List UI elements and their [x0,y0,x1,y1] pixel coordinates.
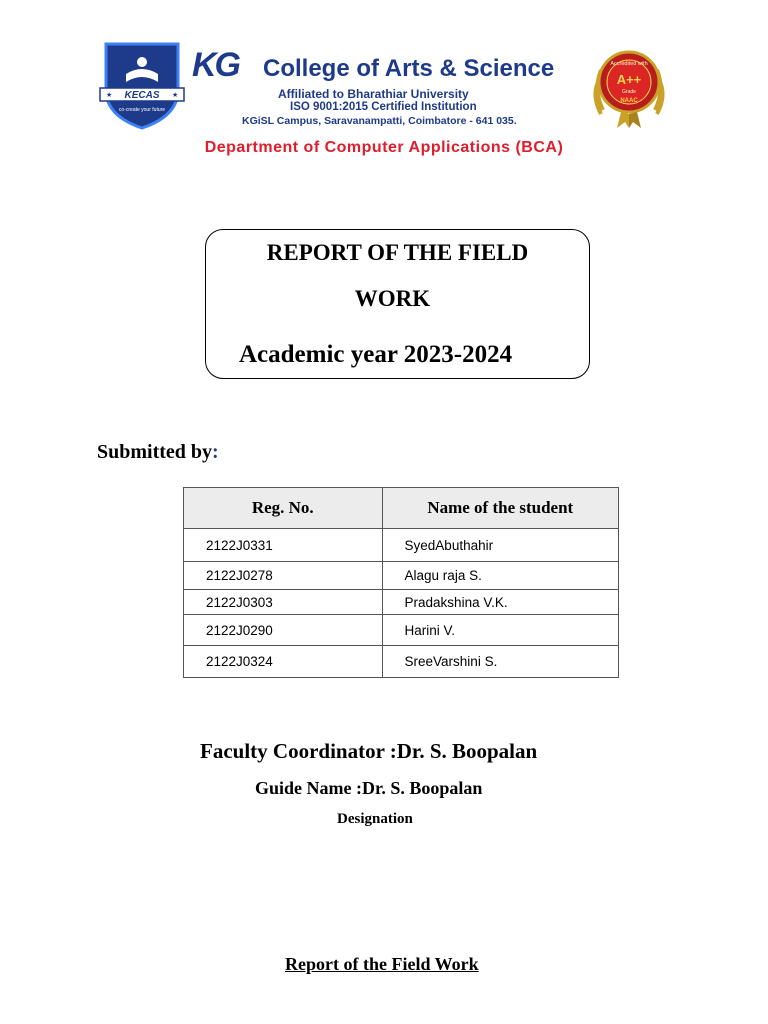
student-name-cell: SreeVarshini S. [382,646,618,678]
faculty-coordinator: Faculty Coordinator :Dr. S. Boopalan [200,739,538,763]
svg-text:KECAS: KECAS [124,90,160,101]
svg-text:Accredited with: Accredited with [610,61,648,67]
svg-text:co-create your future: co-create your future [118,107,166,113]
student-name-cell: SyedAbuthahir [382,529,618,562]
designation: Designation [337,811,413,827]
svg-text:★: ★ [106,91,113,99]
reg-no-cell: 2122J0331 [184,529,383,562]
submitted-by-colon: : [212,441,219,463]
svg-text:A++: A++ [616,72,642,87]
academic-year: Academic year 2023-2024 [239,341,513,368]
kg-mark: KG [192,46,239,84]
svg-text:Grade: Grade [622,89,636,95]
naac-badge [587,40,671,130]
svg-text:NAAC: NAAC [620,98,638,104]
table-row [184,562,619,590]
guide-name: Guide Name :Dr. S. Boopalan [255,778,483,798]
table-header-row [184,488,619,529]
report-title-line1: REPORT OF THE FIELD [266,240,529,265]
svg-text:★: ★ [172,91,179,99]
reg-no-cell: 2122J0290 [184,615,383,646]
header-reg-no: Reg. No. [184,488,383,529]
student-name-cell: Pradakshina V.K. [382,590,618,615]
campus-address: KGiSL Campus, Saravanampatti, Coimbatore - 641 035. [242,115,517,127]
student-name-cell: Alagu raja S. [382,562,618,590]
students-table [183,487,619,678]
reg-no-cell: 2122J0303 [184,590,383,615]
college-name: College of Arts & Science [263,55,555,82]
header-student-name: Name of the student [382,488,618,529]
kecas-logo [96,38,188,130]
report-title-line2: WORK [354,286,431,311]
submitted-by-label [97,442,219,462]
submitted-by-text: Submitted by [97,441,213,463]
table-row [184,646,619,678]
iso-certification: ISO 9001:2015 Certified Institution [290,101,477,113]
department-heading: Department of Computer Applications (BCA) [204,139,564,156]
reg-no-cell: 2122J0324 [184,646,383,678]
affiliation: Affiliated to Bharathiar University [278,87,469,101]
reg-no-cell: 2122J0278 [184,562,383,590]
section-title: Report of the Field Work [285,954,479,974]
student-name-cell: Harini V. [382,615,618,646]
table-row [184,615,619,646]
table-row [184,590,619,615]
table-row [184,529,619,562]
